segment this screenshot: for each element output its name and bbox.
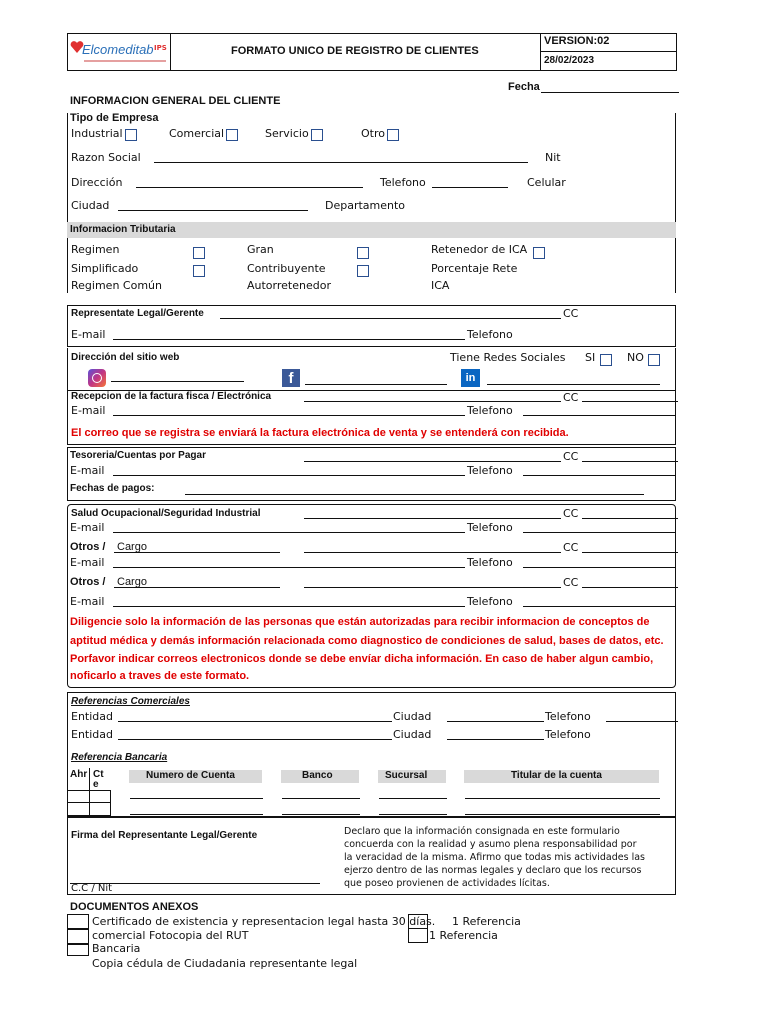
tesoreria-email-field[interactable]	[113, 475, 465, 476]
representante-field[interactable]	[220, 318, 561, 319]
version-date: 28/02/2023	[544, 55, 595, 66]
tipo-empresa-label: Tipo de Empresa	[70, 112, 159, 124]
type-servicio-label: Servicio	[265, 127, 309, 140]
type-comercial-checkbox[interactable]	[226, 129, 238, 141]
salud-note-line-3: Porfavor indicar correos electronicos donde se debe envíar dicha información. En caso de haber algun cambio,	[70, 653, 654, 665]
col-header-sucursal: Sucursal	[385, 770, 428, 781]
otros-1-telefono-label: Telefono	[467, 556, 513, 569]
otros-2-telefono-label: Telefono	[467, 595, 513, 608]
tesoreria-telefono-field[interactable]	[523, 475, 676, 476]
anexo-checkbox-3[interactable]	[67, 944, 89, 956]
fechas-pagos-label: Fechas de pagos:	[70, 483, 155, 494]
document-title: FORMATO UNICO DE REGISTRO DE CLIENTES	[231, 45, 479, 57]
otros-2-telefono-field[interactable]	[523, 606, 676, 607]
salud-cc-field[interactable]	[582, 518, 678, 519]
salud-telefono-label: Telefono	[467, 521, 513, 534]
tributaria-porcentaje-rete: Porcentaje Rete	[431, 262, 518, 275]
fecha-field[interactable]	[541, 92, 679, 93]
autorretenedor-checkbox[interactable]	[357, 265, 369, 277]
header-divider	[170, 33, 171, 71]
simplificado-checkbox[interactable]	[193, 247, 205, 259]
type-industrial-checkbox[interactable]	[125, 129, 137, 141]
salud-field[interactable]	[304, 518, 561, 519]
factura-email-field[interactable]	[113, 415, 465, 416]
bank-cte-label-1: Ct	[93, 769, 104, 780]
otros-1-email-field[interactable]	[113, 567, 465, 568]
col-header-banco: Banco	[302, 770, 333, 781]
bank-titular-field-2[interactable]	[465, 814, 660, 815]
declaration-line-1: Declaro que la información consignada en este formulario	[344, 826, 620, 837]
ciudad-ref-2-field[interactable]	[447, 739, 544, 740]
gran-contribuyente-checkbox[interactable]	[357, 247, 369, 259]
grid-divider	[67, 802, 111, 803]
col-header-titular: Titular de la cuenta	[511, 770, 602, 781]
otros-1-cargo-field[interactable]	[114, 552, 280, 553]
logo-suffix: IPS	[154, 44, 167, 52]
tesoreria-field[interactable]	[304, 461, 561, 462]
ciudad-ref-2-label: Ciudad	[393, 728, 432, 741]
ciudad-ref-1-field[interactable]	[447, 721, 544, 722]
factura-label: Recepcion de la factura fisca / Electrónica	[71, 391, 272, 402]
otros-2-cargo-label: Cargo	[117, 576, 147, 588]
bank-ahr-label: Ahr	[70, 769, 88, 780]
anexo-ref-1: 1 Referencia	[452, 915, 521, 928]
tesoreria-cc-label: CC	[563, 450, 579, 463]
factura-telefono-field[interactable]	[523, 415, 676, 416]
bank-cuenta-field-1[interactable]	[130, 798, 263, 799]
tributaria-title: Informacion Tributaria	[70, 224, 176, 235]
departamento-label: Departamento	[325, 199, 406, 212]
type-otro-label: Otro	[361, 127, 385, 140]
otros-2-email-label: E-mail	[70, 595, 105, 608]
salud-label: Salud Ocupacional/Seguridad Industrial	[71, 508, 261, 519]
tesoreria-telefono-label: Telefono	[467, 464, 513, 477]
bank-sucursal-field-1[interactable]	[379, 798, 447, 799]
bank-titular-field-1[interactable]	[465, 798, 660, 799]
checkbox-divider	[408, 928, 428, 929]
representante-cc-label: CC	[563, 307, 579, 320]
anexo-ref-2: 1 Referencia	[429, 929, 498, 942]
salud-note-line-4: noficarlo a traves de este formato.	[70, 670, 250, 682]
referencias-comerciales-title: Referencias Comerciales	[71, 696, 190, 707]
bank-cte-label-2: e	[93, 779, 99, 790]
declaration-line-3: la veracidad de la misma. Afirmo que todas mis actividades las	[344, 852, 645, 863]
ciudad-field[interactable]	[118, 210, 308, 211]
anexo-line-3: Bancaria	[92, 942, 141, 955]
otros-2-label: Otros /	[70, 576, 106, 588]
factura-cc-label: CC	[563, 391, 579, 404]
razon-social-field[interactable]	[154, 162, 528, 163]
section-border	[675, 113, 676, 293]
declaration-line-4: ejerzo dentro de las normas legales y declaro que los recursos	[344, 865, 642, 876]
type-servicio-checkbox[interactable]	[311, 129, 323, 141]
otros-1-label: Otros /	[70, 541, 106, 553]
entidad-2-label: Entidad	[71, 728, 113, 741]
redes-no-label: NO	[627, 351, 644, 364]
anexos-title: DOCUMENTOS ANEXOS	[70, 901, 199, 913]
direccion-label: Dirección	[71, 176, 123, 189]
version-label: VERSION:02	[544, 35, 610, 47]
cc-nit-label: C.C / Nit	[71, 883, 113, 894]
entidad-1-label: Entidad	[71, 710, 113, 723]
telefono-label: Telefono	[380, 176, 426, 189]
tributaria-regimen-comun: Regimen Común	[71, 279, 162, 292]
representante-label: Representate Legal/Gerente	[71, 308, 204, 319]
tributaria-contribuyente: Contribuyente	[247, 262, 326, 275]
celular-label: Celular	[527, 176, 566, 189]
referencia-bancaria-title: Referencia Bancaria	[71, 752, 168, 763]
anexo-checkbox-1[interactable]	[67, 914, 89, 929]
retenedor-ica-checkbox[interactable]	[533, 247, 545, 259]
anexo-line-1: Certificado de existencia y representacion legal hasta 30 días.	[92, 915, 436, 928]
firma-label: Firma del Representante Legal/Gerente	[71, 830, 258, 841]
representante-email-field[interactable]	[113, 339, 465, 340]
telefono-ref-1-field[interactable]	[606, 721, 678, 722]
tesoreria-cc-field[interactable]	[582, 461, 678, 462]
company-logo	[70, 38, 168, 68]
salud-cc-label: CC	[563, 507, 579, 520]
entidad-1-field[interactable]	[118, 721, 392, 722]
otros-2-cargo-field[interactable]	[114, 587, 280, 588]
web-label: Dirección del sitio web	[71, 352, 180, 363]
tesoreria-label: Tesoreria/Cuentas por Pagar	[70, 450, 206, 461]
factura-note: El correo que se registra se enviará la factura electrónica de venta y se entenderá con recibida.	[71, 427, 569, 439]
otros-1-telefono-field[interactable]	[523, 567, 676, 568]
anexo-line-4: Copia cédula de Ciudadania representante legal	[92, 957, 358, 970]
otros-2-field[interactable]	[304, 587, 561, 588]
instagram-icon	[88, 369, 106, 387]
linkedin-icon: in	[461, 369, 480, 387]
regimen-comun-checkbox[interactable]	[193, 265, 205, 277]
linkedin-field[interactable]	[487, 384, 660, 385]
bank-banco-field-1[interactable]	[282, 798, 360, 799]
representante-telefono-label: Telefono	[467, 328, 513, 341]
entidad-2-field[interactable]	[118, 739, 392, 740]
tributaria-ica: ICA	[431, 279, 450, 292]
declaration-line-5: que poseo provienen de actividades lícitas.	[344, 878, 550, 889]
direccion-field[interactable]	[136, 187, 363, 188]
col-header-cuenta: Numero de Cuenta	[146, 770, 235, 781]
tributaria-regimen: Regimen	[71, 243, 120, 256]
salud-note-line-2: aptitud médica y demás información relacionada como diagnostico de condiciones de salud, bases de datos, etc.	[70, 635, 664, 647]
type-otro-checkbox[interactable]	[387, 129, 399, 141]
declaration-line-2: concuerda con la realidad y asumo plena responsabilidad por	[344, 839, 637, 850]
redes-label: Tiene Redes Sociales	[450, 351, 566, 364]
otros-1-cc-label: CC	[563, 541, 579, 554]
salud-note-line-1: Diligencie solo la información de las personas que están autorizadas para recibir informacion de conceptos de	[70, 616, 650, 628]
redes-si-label: SI	[585, 351, 596, 364]
otros-1-email-label: E-mail	[70, 556, 105, 569]
razon-social-label: Razon Social	[71, 151, 141, 164]
factura-email-label: E-mail	[71, 404, 106, 417]
otros-1-cc-field[interactable]	[582, 552, 678, 553]
type-comercial-label: Comercial	[169, 127, 225, 140]
telefono-field[interactable]	[432, 187, 508, 188]
bank-cuenta-field-2[interactable]	[130, 814, 263, 815]
salud-telefono-field[interactable]	[523, 532, 676, 533]
anexo-checkbox-2[interactable]	[67, 929, 89, 944]
header-divider	[540, 33, 541, 71]
type-industrial-label: Industrial	[71, 127, 123, 140]
bank-sucursal-field-2[interactable]	[379, 814, 447, 815]
bank-banco-field-2[interactable]	[282, 814, 360, 815]
tributaria-simplificado: Simplificado	[71, 262, 139, 275]
ciudad-ref-1-label: Ciudad	[393, 710, 432, 723]
tesoreria-email-label: E-mail	[70, 464, 105, 477]
factura-field[interactable]	[304, 401, 561, 402]
section-title-general: INFORMACION GENERAL DEL CLIENTE	[70, 95, 281, 107]
redes-si-checkbox[interactable]	[600, 354, 612, 366]
section-border	[67, 113, 68, 293]
fechas-pagos-field[interactable]	[185, 494, 644, 495]
section-border	[67, 348, 68, 390]
grid-divider	[89, 768, 90, 816]
otros-1-cargo-label: Cargo	[117, 541, 147, 553]
section-border	[675, 348, 676, 390]
logo-tagline	[84, 60, 166, 62]
otros-2-cc-label: CC	[563, 576, 579, 589]
logo-text: Elcomeditab	[82, 42, 154, 57]
tributaria-retenedor-ica: Retenedor de ICA	[431, 243, 528, 256]
facebook-icon: f	[282, 369, 300, 387]
tributaria-autorretenedor: Autorretenedor	[247, 279, 331, 292]
instagram-field[interactable]	[111, 381, 244, 382]
tributaria-gran: Gran	[247, 243, 274, 256]
redes-no-checkbox[interactable]	[648, 354, 660, 366]
header-divider	[540, 51, 677, 52]
anexo-line-2: comercial Fotocopia del RUT	[92, 929, 249, 942]
salud-email-label: E-mail	[70, 521, 105, 534]
factura-cc-field[interactable]	[582, 401, 678, 402]
ciudad-label: Ciudad	[71, 199, 110, 212]
salud-email-field[interactable]	[113, 532, 465, 533]
otros-2-cc-field[interactable]	[582, 587, 678, 588]
representante-email-label: E-mail	[71, 328, 106, 341]
otros-2-email-field[interactable]	[113, 606, 465, 607]
otros-1-field[interactable]	[304, 552, 561, 553]
nit-label: Nit	[545, 151, 561, 164]
telefono-ref-1-label: Telefono	[545, 710, 591, 723]
fecha-label: Fecha	[508, 81, 540, 93]
facebook-field[interactable]	[305, 384, 447, 385]
telefono-ref-2-label: Telefono	[545, 728, 591, 741]
factura-telefono-label: Telefono	[467, 404, 513, 417]
